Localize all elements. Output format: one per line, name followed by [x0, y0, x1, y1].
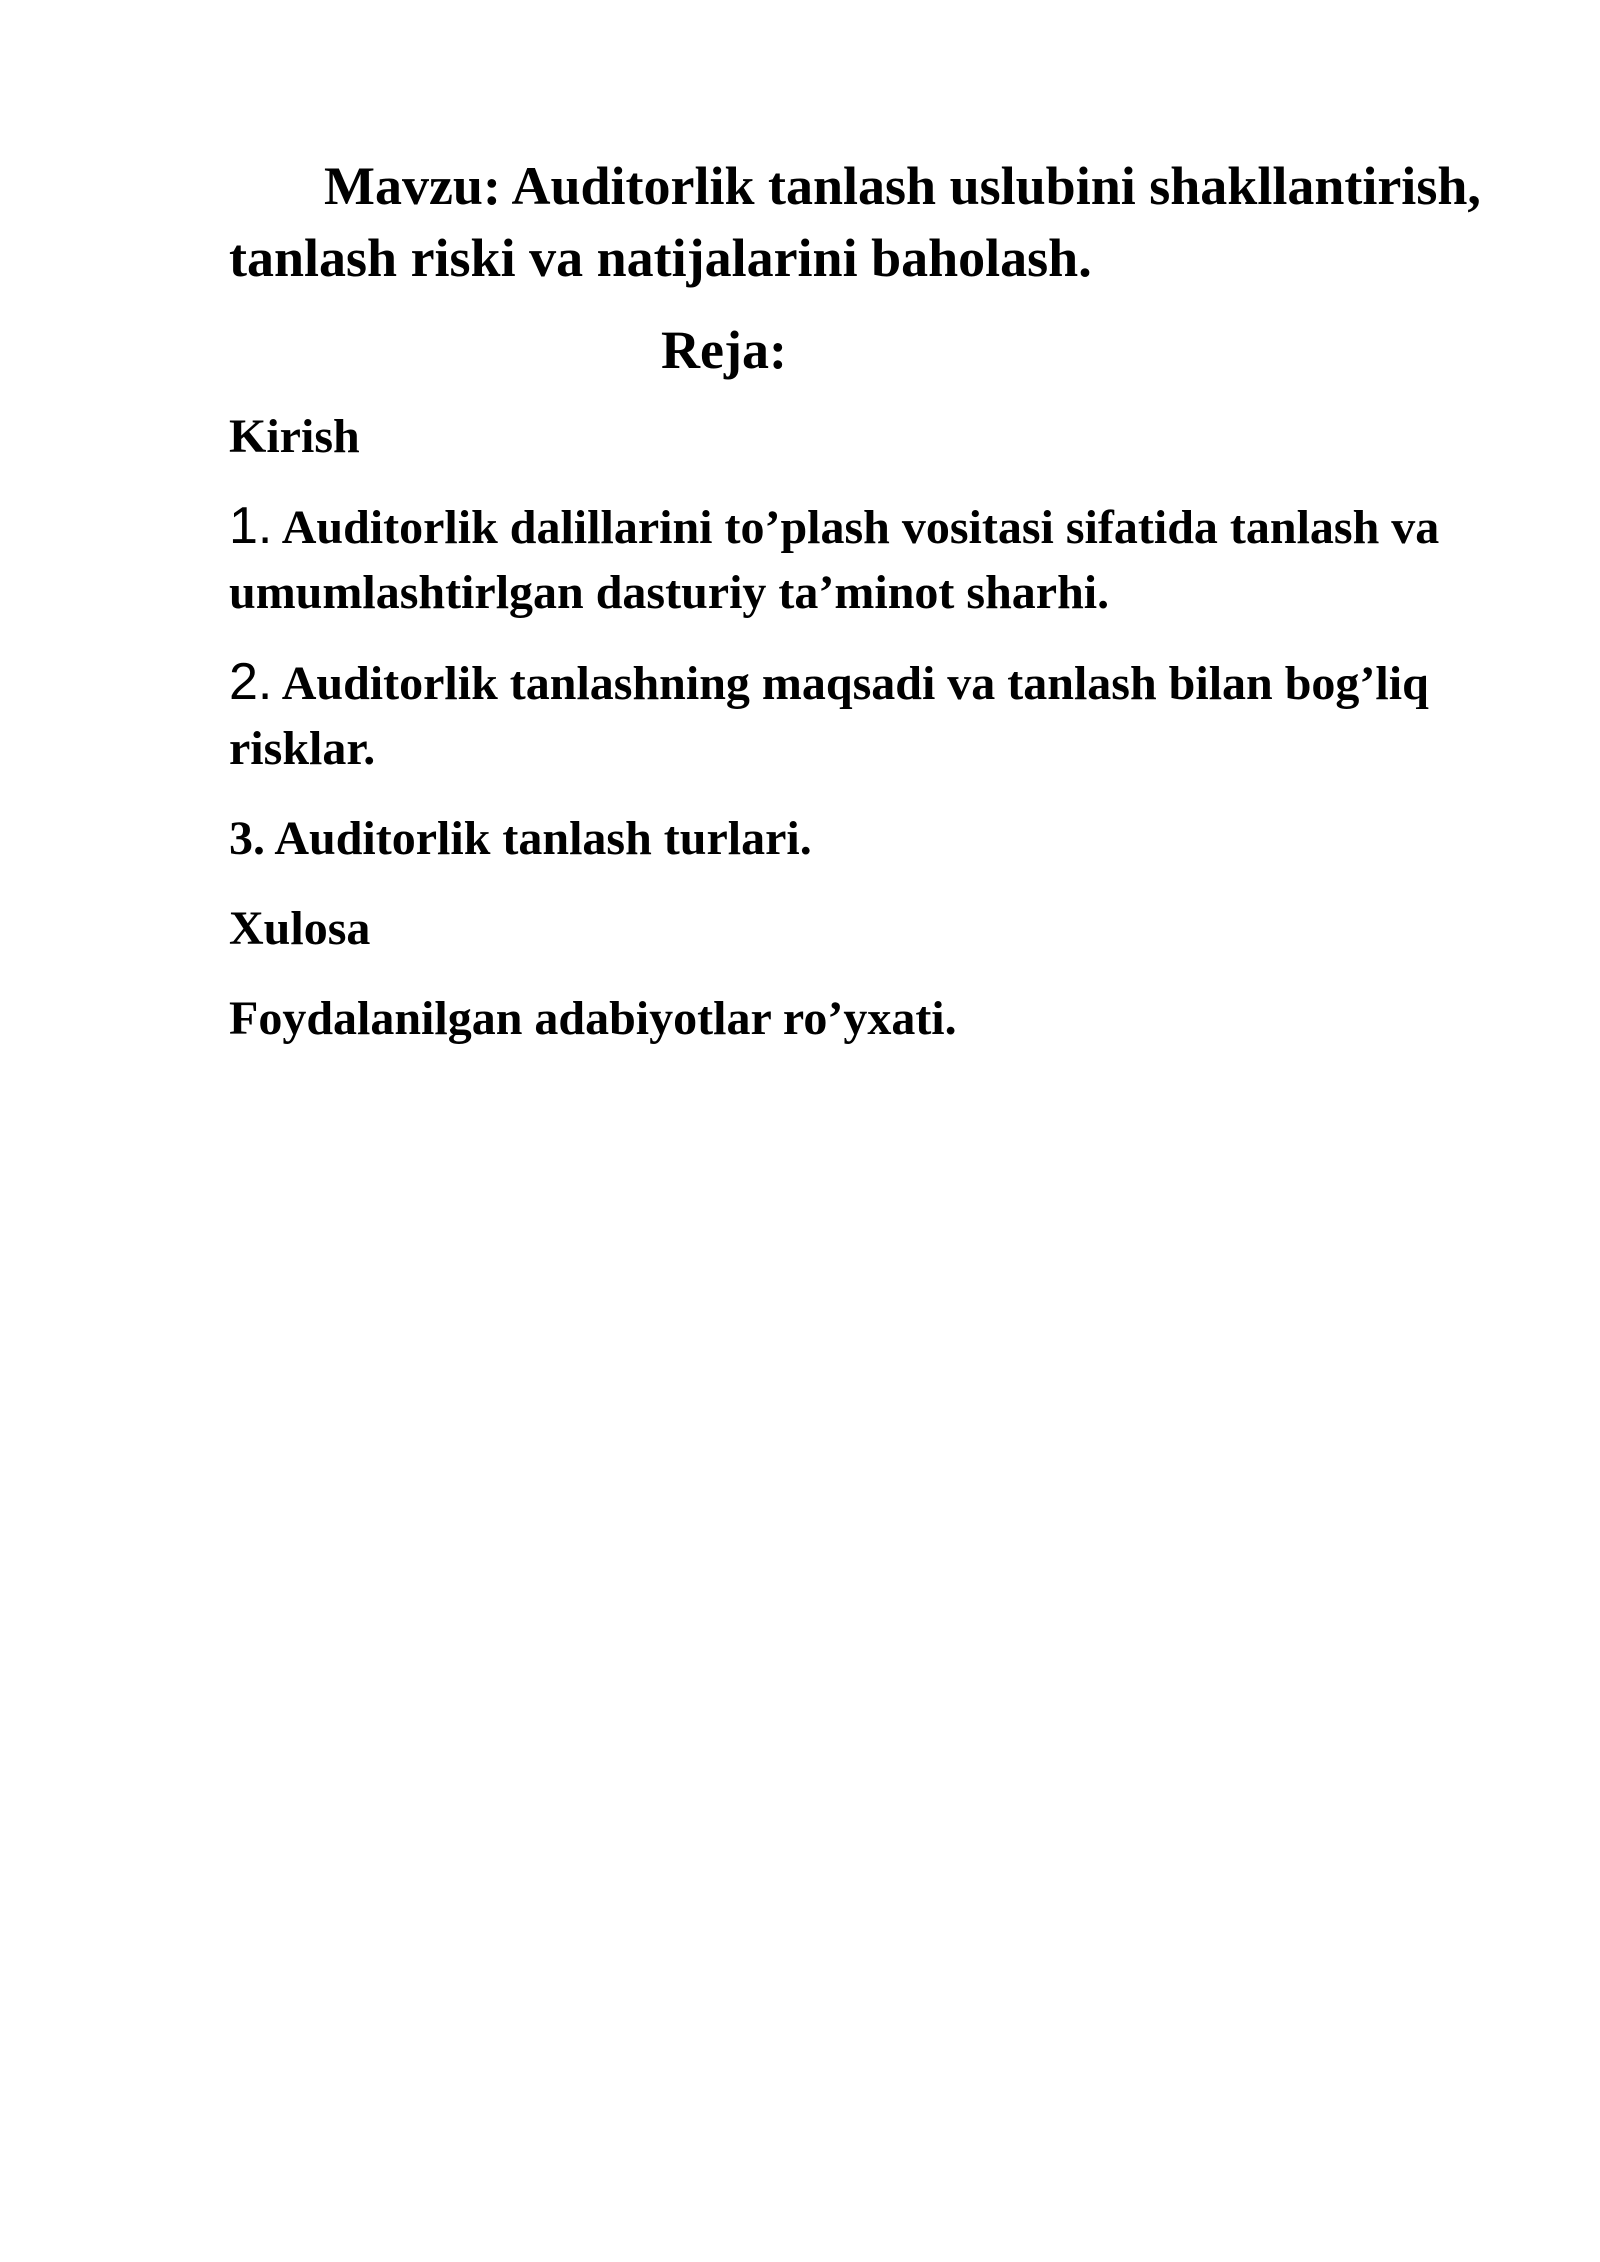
plan-item-text: Auditorlik dalillarini to’plash vositasi sifatida tanlash va umumlashtirlgan dasturiy ta’minot sharhi.	[229, 501, 1440, 619]
plan-item-1	[229, 494, 1509, 625]
plan-item-references	[229, 986, 1509, 1051]
plan-item-introduction	[229, 404, 1509, 469]
plan-item-text: Auditorlik tanlash turlari.	[265, 812, 812, 865]
document-title: Mavzu: Auditorlik tanlash uslubini shakllantirish, tanlash riski va natijalarini baholash.	[229, 156, 1481, 288]
plan-item-text: Xulosa	[229, 902, 371, 955]
plan-item-number: 3.	[229, 812, 265, 865]
plan-item-text: Kirish	[229, 410, 360, 463]
plan-item-number: 1.	[229, 497, 273, 555]
document-content	[229, 150, 1509, 1076]
plan-item-conclusion	[229, 896, 1509, 961]
plan-item-2	[229, 650, 1509, 781]
plan-item-3	[229, 806, 1509, 871]
plan-item-text: Auditorlik tanlashning maqsadi va tanlash bilan bog’liq risklar.	[229, 657, 1429, 775]
plan-list	[229, 404, 1509, 1051]
plan-heading: Reja:	[661, 320, 787, 380]
plan-item-text: Foydalanilgan adabiyotlar ro’yxati.	[229, 992, 957, 1045]
plan-item-number: 2.	[229, 653, 273, 711]
